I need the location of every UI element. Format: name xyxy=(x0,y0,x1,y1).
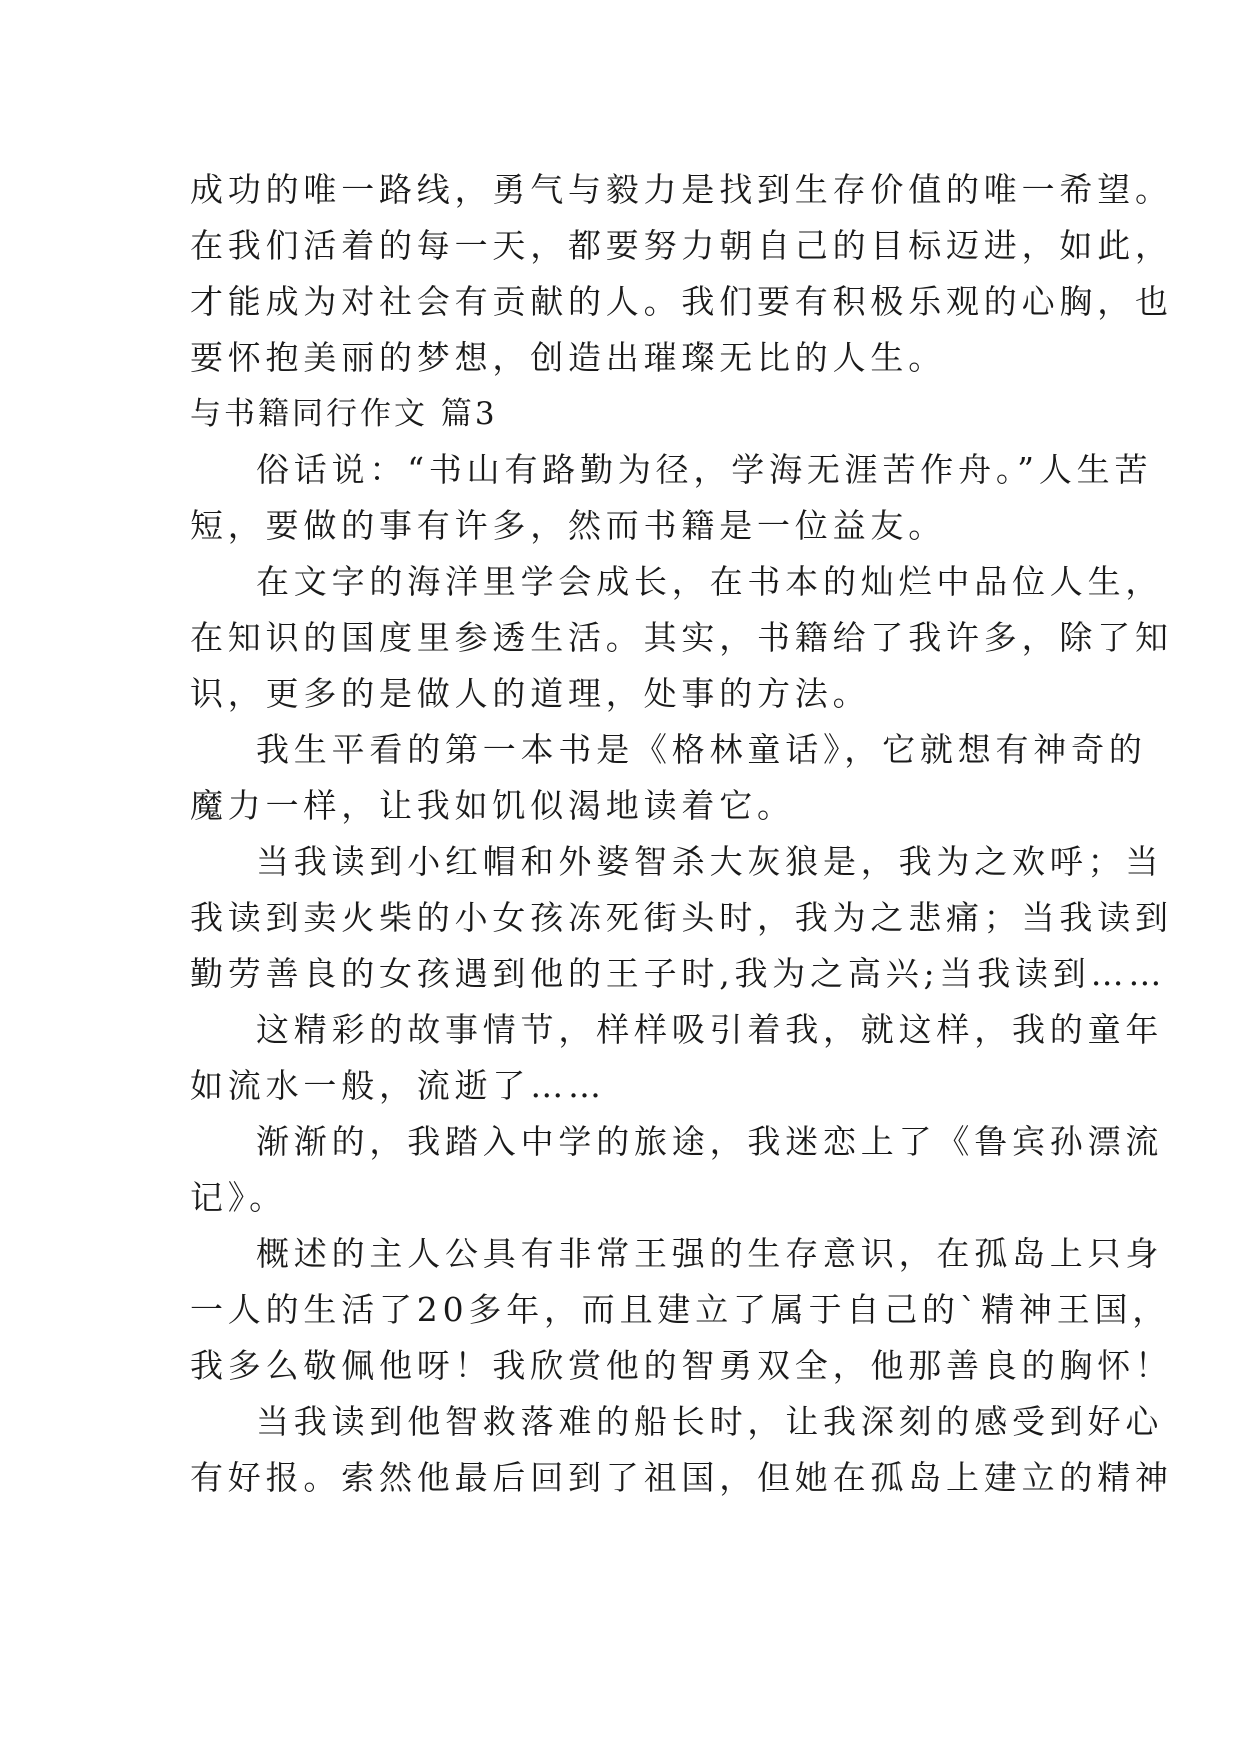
document-page xyxy=(190,162,1173,1506)
paragraph-line: 勤劳善良的女孩遇到他的王子时,我为之高兴;当我读到…… xyxy=(190,954,1167,993)
paragraph-line: 渐渐的，我踏入中学的旅途，我迷恋上了《鲁宾孙漂流 xyxy=(256,1122,1164,1161)
paragraph-line: 概述的主人公具有非常王强的生存意识，在孤岛上只身 xyxy=(256,1234,1164,1273)
paragraph-line: 有好报。索然他最后回到了祖国，但她在孤岛上建立的精神 xyxy=(190,1458,1173,1497)
text-line: 要怀抱美丽的梦想，创造出璀璨无比的人生。 xyxy=(190,338,946,377)
text-line: 才能成为对社会有贡献的人。我们要有积极乐观的心胸，也 xyxy=(190,282,1173,321)
paragraph-line: 识，更多的是做人的道理，处事的方法。 xyxy=(190,674,871,713)
paragraph-line: 记》。 xyxy=(190,1178,287,1217)
paragraph-line: 魔力一样，让我如饥似渴地读着它。 xyxy=(190,786,795,825)
paragraph-line: 我读到卖火柴的小女孩冻死街头时，我为之悲痛；当我读到 xyxy=(190,898,1173,937)
paragraph-line: 俗话说：“书山有路勤为径，学海无涯苦作舟。”人生苦 xyxy=(256,450,1153,489)
paragraph-line: 短，要做的事有许多，然而书籍是一位益友。 xyxy=(190,506,946,545)
text-line: 成功的唯一路线，勇气与毅力是找到生存价值的唯一希望。 xyxy=(190,170,1173,209)
paragraph-line: 当我读到小红帽和外婆智杀大灰狼是，我为之欢呼；当 xyxy=(256,842,1164,881)
paragraph-line: 如流水一般，流逝了…… xyxy=(190,1066,606,1105)
paragraph-line: 在文字的海洋里学会成长，在书本的灿烂中品位人生， xyxy=(256,562,1164,601)
paragraph-line: 当我读到他智救落难的船长时，让我深刻的感受到好心 xyxy=(256,1402,1164,1441)
paragraph-line: 我多么敬佩他呀！我欣赏他的智勇双全，他那善良的胸怀！ xyxy=(190,1346,1173,1385)
paragraph-line: 在知识的国度里参透生活。其实，书籍给了我许多，除了知 xyxy=(190,618,1173,657)
paragraph-line: 这精彩的故事情节，样样吸引着我，就这样，我的童年 xyxy=(256,1010,1164,1049)
paragraph-line: 一人的生活了20多年，而且建立了属于自己的`精神王国， xyxy=(190,1290,1171,1329)
paragraph-line: 我生平看的第一本书是《格林童话》，它就想有神奇的 xyxy=(256,730,1147,769)
section-title: 与书籍同行作文 篇3 xyxy=(190,396,498,432)
text-line: 在我们活着的每一天，都要努力朝自己的目标迈进，如此， xyxy=(190,226,1173,265)
